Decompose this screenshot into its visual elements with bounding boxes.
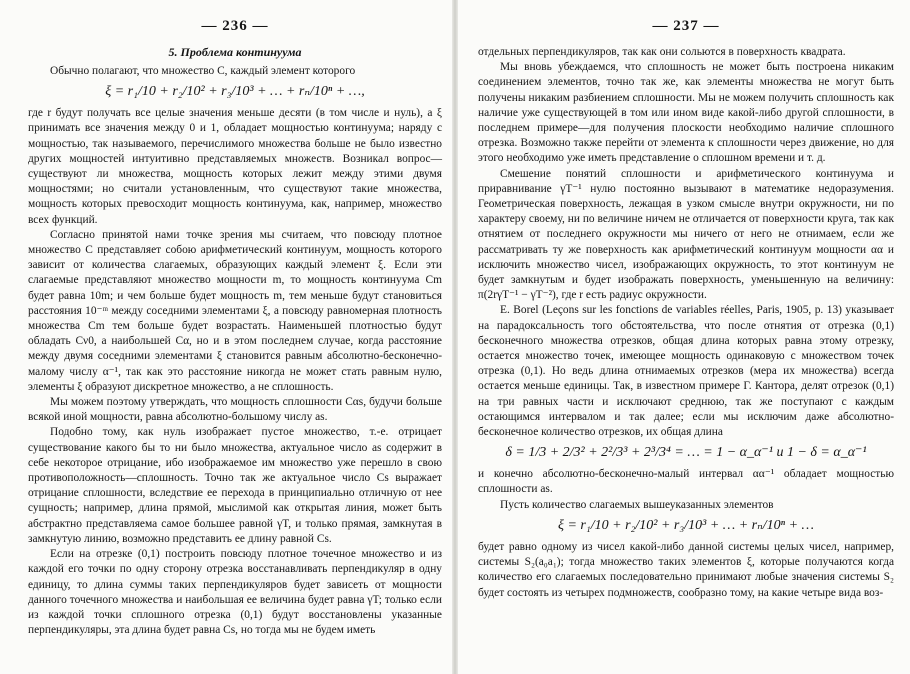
paragraph: Мы можем поэтому утверждать, что мощность сплошности Cαs, будучи больше всякой иной мощности, равна абсолютно-большому числу as. [28, 396, 442, 424]
page-number: — 237 — [652, 18, 720, 34]
formula: ξ = r₁/10 + r₂/10² + r₃/10³ + … + rₙ/10ⁿ + … [557, 517, 814, 533]
paragraph: Пусть количество слагаемых вышеуказанных элементов [500, 498, 774, 511]
paragraph: Смешение понятий сплошности и арифметического континуума и приравнивание γT⁻¹ нулю постоянно вызывают в математике недоразумения. Геометрическая поверхность, лежащая в узком смысле внутри окружности, ни по характеру своему, ни по величине ничем не отличается от поверхности круга, так как отнятием от последнего окружности мы ничего от него не отнимаем, если же рассматривать ту же поверхность как арифметический континуум мощности αα и исключить множество чисел, изображающих окружность, то этот континуум не будет замкнутым и будет изображать поверхность, уменьшенную на величину: π(2rγT⁻¹ − γT⁻²), где r есть радиус окружности. [478, 167, 894, 302]
right-page [458, 0, 910, 674]
paragraph: будет равно одному из чисел какой-либо данной системы целых чисел, например, системы S₂(a₀a₁); тогда множество таких элементов ξ, которые получаются когда количество его слагаемых последовательно принимают любые значения системы S₂ будет состоять из четырех подмножеств, сообразно тому, на какие четыре вида воз- [478, 540, 894, 599]
paragraph: отдельных перпендикуляров, так как они сольются в поверхность квадрата. [478, 46, 846, 58]
paragraph: где r будут получать все целые значения меньше десяти (в том числе и нуль), а ξ принимать все значения между 0 и 1, обладает мощностью континуума; наряду с мощностью, так называемого, перечислимого множества больше не было известно других мощностей интуитивно представляемых множеств. Возникал вопрос—существуют ли множества, мощность которых лежит между этими двумя мощностями; но считали установленным, что существуют такие множества, мощность которых превосходит мощность континуума, как, например, множество всех функций. [28, 107, 442, 226]
paragraph: Согласно принятой нами точке зрения мы считаем, что повсюду плотное множество C представляет собою арифметический континуум, мощность которого зависит от количества слагаемых, образующих каждый элемент ξ. Если эти слагаемые представляют множество мощности m, то мощность континуума Cm будет равна 10m; и чем больше будет мощность m, тем меньше будут становиться расстояния 10⁻ᵐ между соседними элементами ξ, а повсюду равномерная плотность множества Cm тем больше будет возрастать. Наименьшей плотностью будут обладать Cν0, а наибольшей Cα, но и в этом последнем случае, когда расстояние между двумя соседними элементами ξ становится равным абсолютно-бесконечно-малому числу α⁻¹, так как это расстояние никогда не может стать равным нулю, элементы ξ образуют дискретное множество, а не сплошность. [28, 228, 442, 393]
section-title: 5. Проблема континуума [168, 45, 302, 59]
paragraph: Подобно тому, как нуль изображает пустое множество, т.-е. отрицает существование какого бы то ни было множества, актуальное число as содержит в себе некоторое отрицание, ибо изображаемое им множество уже перешло в свою противоположность—сплошность. Точно так же актуальное число Cs выражает отрицание сплошности, вследствие ее перехода в принципиально отличную от нее сущность; например, длина прямой, мыслимой как открытая линия, может быть абстрактно представляема самое большее равной γT, и только прямая, замкнутая в замкнутую линию, возможно представить ее длину равной Cs. [28, 426, 442, 545]
paragraph: Если на отрезке (0,1) построить повсюду плотное точечное множество и из каждой его точки по одну сторону отрезка восстанавливать перпендикуляр в одну единицу, то длина суммы таких перпендикуляров будет зависеть от мощности данного точечного множества и наибольшая ее величина будет равна γT; только если из каждой точки сплошного отрезка (0,1) будут восстановлены указанные перпендикуляры, эта длина будет равна Cs, но тогда мы не будем иметь [28, 548, 442, 637]
left-page [0, 0, 452, 674]
formula: ξ = r₁/10 + r₂/10² + r₃/10³ + … + rₙ/10ⁿ + …, [105, 84, 365, 100]
paragraph: и конечно абсолютно-бесконечно-малый интервал αα⁻¹ обладает мощностью сплошности as. [478, 468, 894, 496]
paragraph: Мы вновь убеждаемся, что сплошность не может быть построена никаким соединением элементов, точно так же, как элементы множества не могут быть получены никаким разбиением сплошности. Мы не можем получить сплошность как наличие уже существующей в том или ином виде какой-либо другой сплошности, в последнем примере—для получения плоскости необходимо наличие сплошного отрезка. Возможно также перейти от элемента к сплошности через движение, но для этого необходимо уже иметь представление о сплошном времени и т. д. [478, 61, 894, 165]
page-number: — 236 — [201, 18, 269, 34]
paragraph: E. Borel (Leçons sur les fonctions de variables réelles, Paris, 1905, p. 13) указывает на парадоксальность того обстоятельства, что после отнятия от отрезка (0,1) бесконечного множества отрезков, общая длина которых равна этому отрезку, остается множество точек, имеющее мощность одинаковую с множеством точек отрезка (0,1). Но ведь длина отнимаемых отрезков (мера их множества) всегда остается меньше единицы. Так, в известном примере Г. Кантора, делят отрезок (0,1) на три равных части и исключают среднюю, так же поступают с каждым остающимся интервалом и так далее; если мы исключим даже абсолютно-бесконечное количество отрезков, их общая длина [478, 304, 894, 439]
formula: δ = 1/3 + 2/3² + 2²/3³ + 2³/3⁴ = … = 1 − α_α⁻¹ и 1 − δ = α_α⁻¹ [505, 445, 867, 461]
paragraph: Обычно полагают, что множество C, каждый элемент которого [50, 65, 356, 77]
